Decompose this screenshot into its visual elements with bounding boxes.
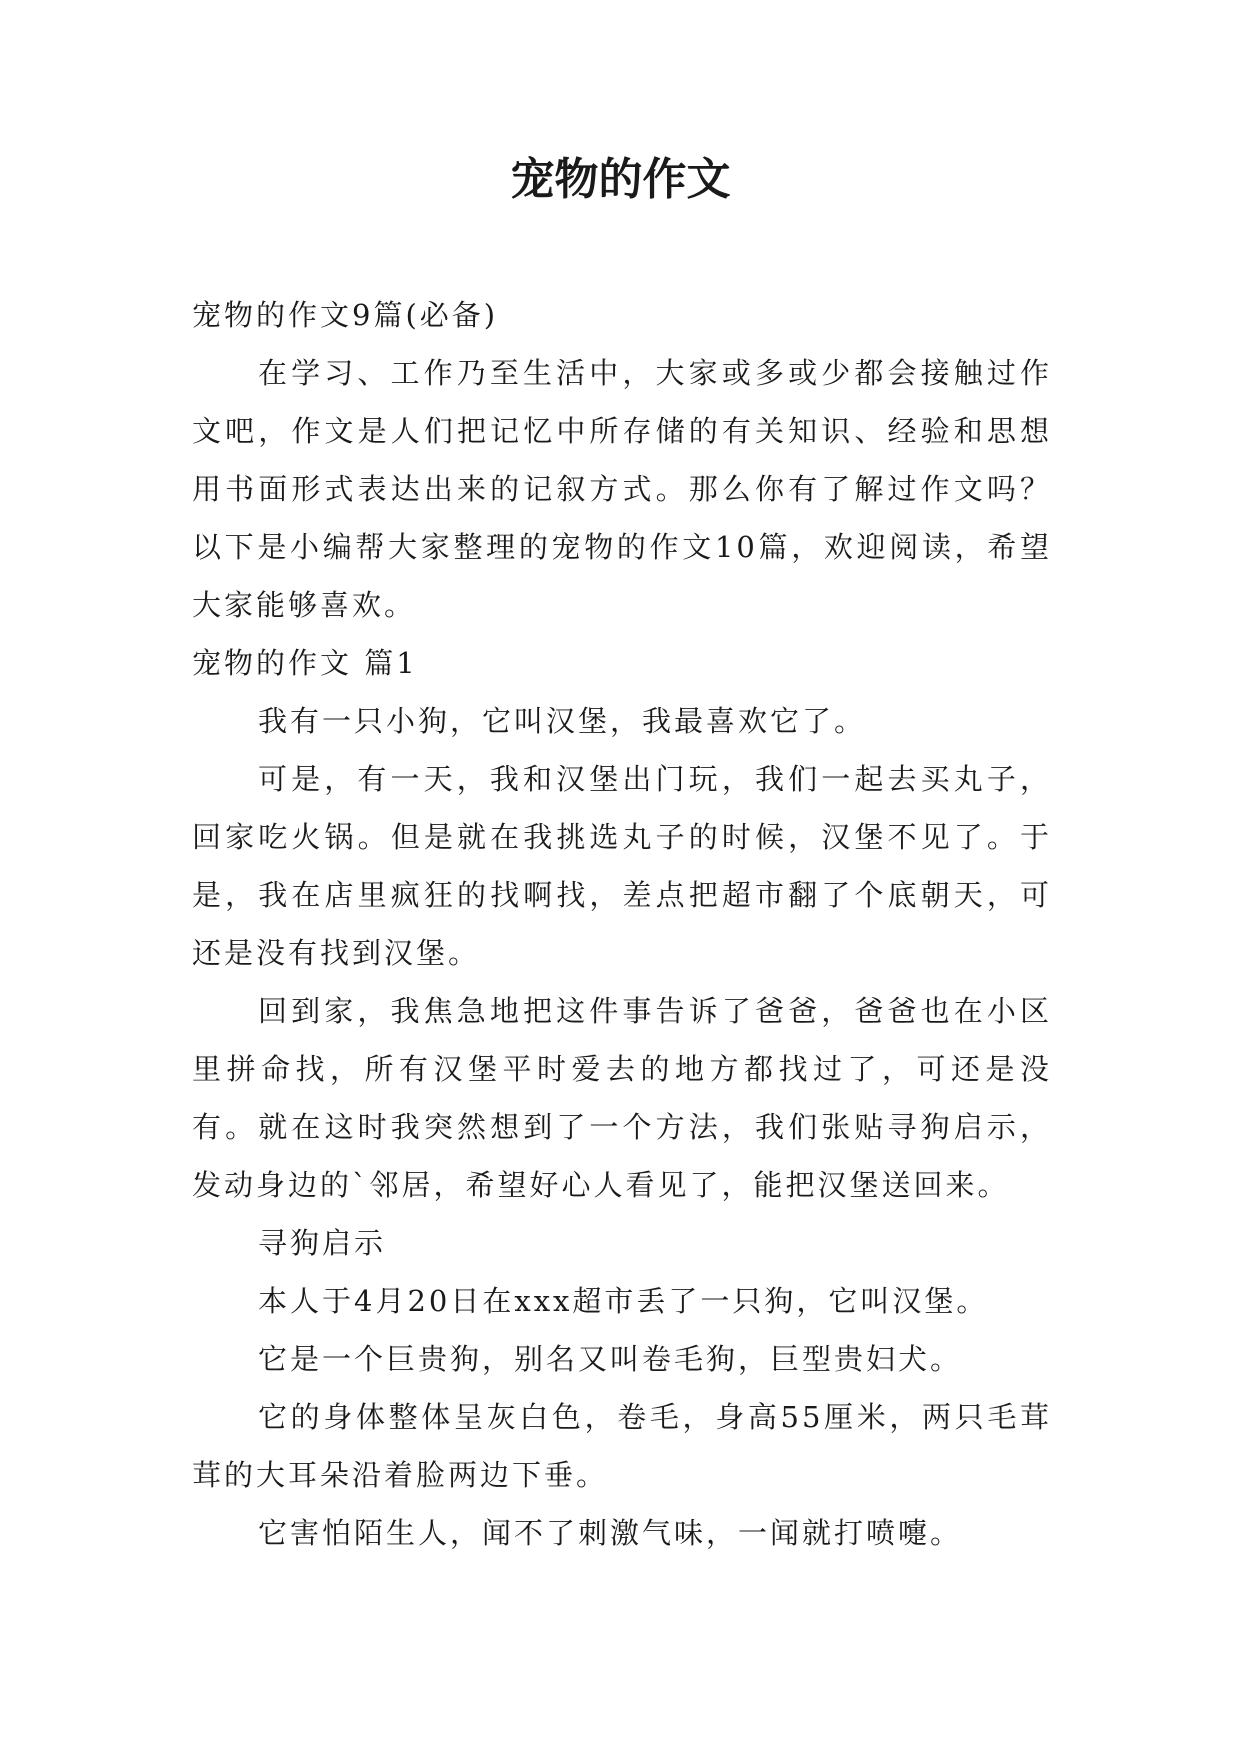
subtitle-line: 宠物的作文9篇(必备)	[192, 298, 499, 332]
document-body	[192, 286, 1052, 1562]
section-heading: 宠物的作文 篇1	[192, 646, 418, 680]
document-title: 宠物的作文	[510, 154, 731, 205]
notice-heading: 寻狗启示	[258, 1226, 387, 1260]
body-paragraph: 它害怕陌生人，闻不了刺激气味，一闻就打喷嚏。	[258, 1516, 963, 1550]
body-paragraph: 可是，有一天，我和汉堡出门玩，我们一起去买丸子，回家吃火锅。但是就在我挑选丸子的时候，汉堡不见了。于是，我在店里疯狂的找啊找，差点把超市翻了个底朝天，可还是没有找到汉堡。	[192, 762, 1052, 970]
body-paragraph: 我有一只小狗，它叫汉堡，我最喜欢它了。	[258, 704, 867, 738]
body-paragraph: 回到家，我焦急地把这件事告诉了爸爸，爸爸也在小区里拼命找，所有汉堡平时爱去的地方都找过了，可还是没有。就在这时我突然想到了一个方法，我们张贴寻狗启示，发动身边的`邻居，希望好心人看见了，能把汉堡送回来。	[192, 994, 1052, 1202]
body-paragraph: 它的身体整体呈灰白色，卷毛，身高55厘米，两只毛茸茸的大耳朵沿着脸两边下垂。	[192, 1400, 1052, 1492]
body-paragraph: 它是一个巨贵狗，别名又叫卷毛狗，巨型贵妇犬。	[258, 1342, 963, 1376]
body-paragraph: 本人于4月20日在xxx超市丢了一只狗，它叫汉堡。	[258, 1284, 989, 1318]
intro-paragraph: 在学习、工作乃至生活中，大家或多或少都会接触过作文吧，作文是人们把记忆中所存储的有关知识、经验和思想用书面形式表达出来的记叙方式。那么你有了解过作文吗？以下是小编帮大家整理的宠物的作文10篇，欢迎阅读，希望大家能够喜欢。	[192, 356, 1052, 622]
